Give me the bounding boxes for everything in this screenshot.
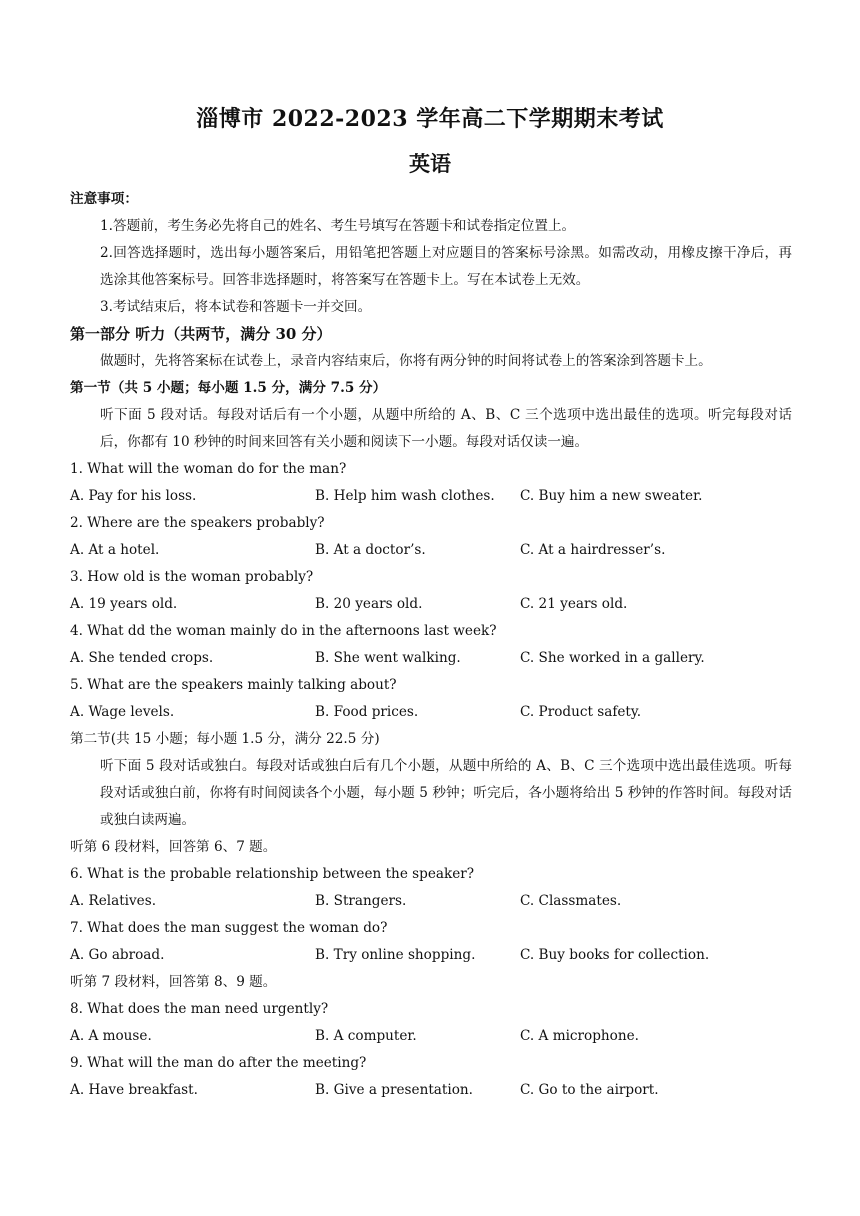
exam-title: 淄博市 2022-2023 学年高二下学期期末考试 xyxy=(196,106,664,132)
options-8 xyxy=(70,1023,792,1050)
question-7: 7. What does the man suggest the woman do? xyxy=(70,920,388,936)
option-9c: C. Go to the airport. xyxy=(520,1082,659,1098)
option-3b: B. 20 years old. xyxy=(315,596,423,612)
options-5 xyxy=(70,699,792,726)
notice-item-2-text: 2.回答选择题时，选出每小题答案后，用铅笔把答题上对应题目的答案标号涂黑。如需改动，用橡皮擦干净后，再选涂其他答案标号。回答非选择题时，将答案写在答题卡上。写在本试卷上无效。 xyxy=(100,245,792,288)
option-5a: A. Wage levels. xyxy=(70,704,175,720)
question-9: 9. What will the man do after the meeting? xyxy=(70,1055,367,1071)
option-1a: A. Pay for his loss. xyxy=(70,488,197,504)
notice-item-2 xyxy=(70,240,792,294)
options-7 xyxy=(70,942,792,969)
section1-instruction-text: 听下面 5 段对话。每段对话后有一个小题，从题中所给的 A、B、C 三个选项中选出最佳的选项。听完每段对话后，你都有 10 秒钟的时间来回答有关小题和阅读下一小题。每段对话仅读一遍。 xyxy=(100,407,792,450)
option-7c: C. Buy books for collection. xyxy=(520,947,710,963)
exam-content xyxy=(70,186,792,1104)
option-3a: A. 19 years old. xyxy=(70,596,178,612)
option-6a: A. Relatives. xyxy=(70,893,157,909)
section2-heading: 第二节(共 15 小题；每小题 1.5 分，满分 22.5 分) xyxy=(70,731,380,747)
option-7b: B. Try online shopping. xyxy=(315,947,476,963)
question-8: 8. What does the man need urgently? xyxy=(70,1001,329,1017)
option-6b: B. Strangers. xyxy=(315,893,407,909)
question-3: 3. How old is the woman probably? xyxy=(70,569,314,585)
options-6 xyxy=(70,888,792,915)
question-4: 4. What dd the woman mainly do in the afternoons last week? xyxy=(70,623,497,639)
material-7-note: 听第 7 段材料，回答第 8、9 题。 xyxy=(70,974,277,990)
question-5: 5. What are the speakers mainly talking about? xyxy=(70,677,397,693)
question-1: 1. What will the woman do for the man? xyxy=(70,461,347,477)
notice-item-1: 1.答题前，考生务必先将自己的姓名、考生号填写在答题卡和试卷指定位置上。 xyxy=(100,218,576,234)
option-6c: C. Classmates. xyxy=(520,893,622,909)
option-9b: B. Give a presentation. xyxy=(315,1082,473,1098)
option-4b: B. She went walking. xyxy=(315,650,461,666)
option-9a: A. Have breakfast. xyxy=(70,1082,198,1098)
option-2b: B. At a doctor’s. xyxy=(315,542,426,558)
option-2a: A. At a hotel. xyxy=(70,542,160,558)
question-2: 2. Where are the speakers probably? xyxy=(70,515,325,531)
exam-subject: 英语 xyxy=(409,151,451,176)
option-5b: B. Food prices. xyxy=(315,704,419,720)
section1-instruction xyxy=(70,402,792,456)
option-8a: A. A mouse. xyxy=(70,1028,152,1044)
option-4c: C. She worked in a gallery. xyxy=(520,650,705,666)
option-2c: C. At a hairdresser’s. xyxy=(520,542,666,558)
option-7a: A. Go abroad. xyxy=(70,947,165,963)
option-1c: C. Buy him a new sweater. xyxy=(520,488,703,504)
option-4a: A. She tended crops. xyxy=(70,650,214,666)
option-5c: C. Product safety. xyxy=(520,704,642,720)
section2-instruction-text: 听下面 5 段对话或独白。每段对话或独白后有几个小题，从题中所给的 A、B、C 三个选项中选出最佳选项。听每段对话或独白前，你将有时间阅读各个小题，每小题 5 秒钟；听完后，各小题将给出 5 秒钟的作答时间。每段对话或独白读两遍。 xyxy=(100,758,792,828)
options-4 xyxy=(70,645,792,672)
part1-instruction: 做题时，先将答案标在试卷上，录音内容结束后，你将有两分钟的时间将试卷上的答案涂到答题卡上。 xyxy=(100,353,712,369)
options-2 xyxy=(70,537,792,564)
question-6: 6. What is the probable relationship between the speaker? xyxy=(70,866,475,882)
notice-item-3: 3.考试结束后，将本试卷和答题卡一并交回。 xyxy=(100,299,372,315)
option-1b: B. Help him wash clothes. xyxy=(315,488,495,504)
notice-heading: 注意事项： xyxy=(70,191,138,207)
options-1 xyxy=(70,483,792,510)
option-8c: C. A microphone. xyxy=(520,1028,639,1044)
section2-instruction xyxy=(70,753,792,834)
part1-heading: 第一部分 听力（共两节，满分 30 分） xyxy=(70,325,332,343)
options-3 xyxy=(70,591,792,618)
material-6-note: 听第 6 段材料，回答第 6、7 题。 xyxy=(70,839,277,855)
options-9 xyxy=(70,1077,792,1104)
option-8b: B. A computer. xyxy=(315,1028,417,1044)
option-3c: C. 21 years old. xyxy=(520,596,628,612)
section1-heading: 第一节（共 5 小题；每小题 1.5 分，满分 7.5 分） xyxy=(70,380,387,396)
